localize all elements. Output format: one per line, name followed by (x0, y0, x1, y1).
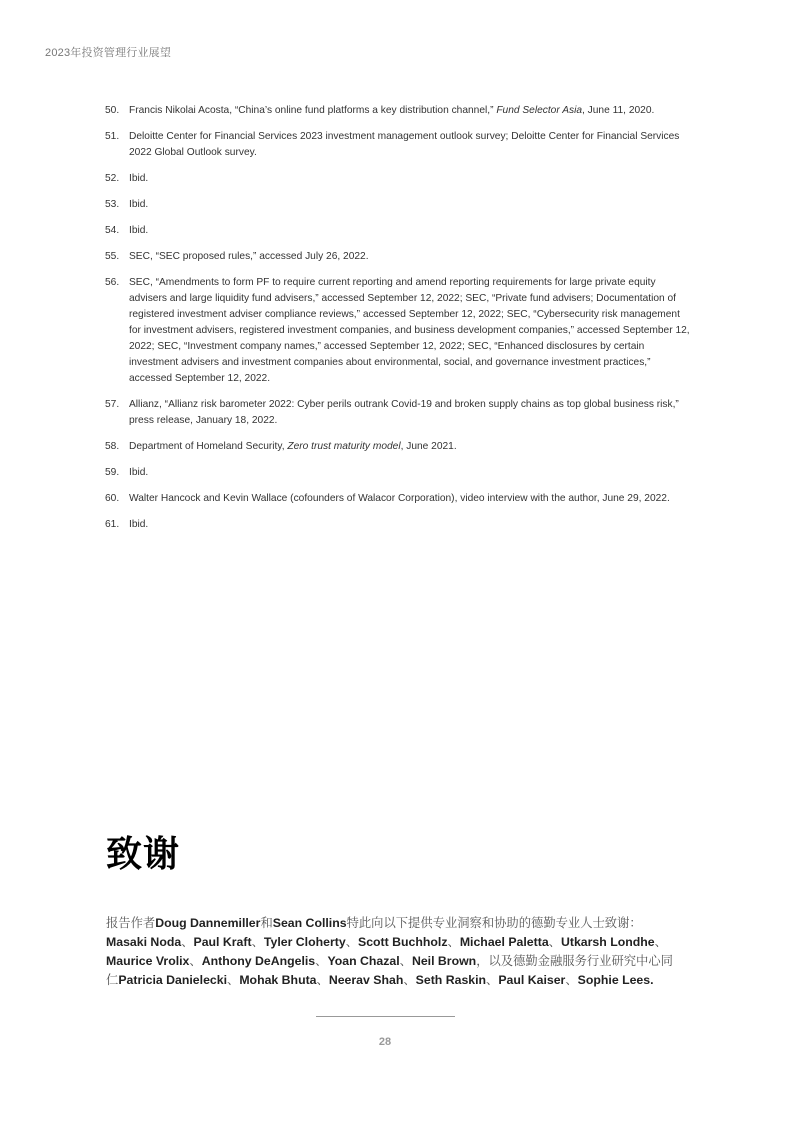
contributor-name: Sophie Lees. (577, 973, 654, 987)
endnote-text (129, 397, 690, 429)
contributor-name: Doug Dannemiller (155, 916, 261, 930)
endnote-text (129, 103, 690, 119)
endnote-text-tail: , June 11, 2020. (582, 105, 655, 116)
endnote-text (129, 129, 690, 161)
endnote-item (105, 397, 690, 429)
contributor-name: Anthony DeAngelis (201, 954, 316, 968)
endnote-item (105, 197, 690, 213)
endnote-text-main: Francis Nikolai Acosta, “China’s online fund platforms a key distribution channel,” (129, 105, 497, 116)
ack-text: 特此向以下提供专业洞察和协助的德勤专业人士致谢： (346, 916, 642, 930)
endnote-item (105, 249, 690, 265)
endnote-text (129, 249, 690, 265)
contributor-name: Neerav Shah (328, 973, 404, 987)
endnote-text-main: Ibid. (129, 199, 149, 210)
endnote-item (105, 491, 690, 507)
endnote-number: 61. (105, 519, 120, 530)
endnote-number: 55. (105, 251, 120, 262)
ack-text: 、 (399, 954, 412, 968)
ack-text: 、 (486, 973, 499, 987)
endnote-item (105, 171, 690, 187)
endnote-number: 51. (105, 131, 120, 142)
ack-text: 、 (403, 973, 416, 987)
endnote-text-main: Ibid. (129, 225, 149, 236)
acknowledgements-heading: 致谢 (106, 834, 181, 875)
ack-text: 、 (251, 935, 264, 949)
endnote-number: 56. (105, 277, 120, 288)
endnotes-list (105, 103, 690, 543)
endnote-text-main: SEC, “Amendments to form PF to require current reporting and amend reporting requirements for large private equity advisers and large liquidity fund advisers,” accessed September 12, 2022; SEC, “Private fund advisers; Documentation of registered investment adviser compliance reviews,” accessed September 12, 2022; SEC, “Cybersecurity risk management for investment advisers, registered investment companies, and business development companies,” accessed September 12, 2022; SEC, “Investment company names,” accessed September 12, 2022; SEC, “Enhanced disclosures by certain investment advisers and investment companies about environmental, social, and governance investment practices,” accessed September 12, 2022. (129, 277, 690, 384)
ack-text: 、 (316, 973, 329, 987)
contributor-name: Sean Collins (272, 916, 347, 930)
contributor-name: Mohak Bhuta (239, 973, 317, 987)
ack-text: 、 (565, 973, 578, 987)
endnote-item (105, 275, 690, 387)
endnote-text (129, 275, 690, 387)
ack-text: 和 (260, 916, 273, 930)
endnote-text-main: SEC, “SEC proposed rules,” accessed July 26, 2022. (129, 251, 369, 262)
contributor-name: Patricia Danielecki (118, 973, 227, 987)
endnote-text-main: Allianz, “Allianz risk barometer 2022: Cyber perils outrank Covid-19 and broken supply chains as top global business risk,” press release, January 18, 2022. (129, 399, 679, 426)
endnote-number: 53. (105, 199, 120, 210)
endnote-text-main: Deloitte Center for Financial Services 2023 investment management outlook survey; Deloitte Center for Financial Services 2022 Global Outlook survey. (129, 131, 680, 158)
contributor-name: Utkarsh Londhe (560, 935, 655, 949)
ack-text: 报告作者 (106, 916, 156, 930)
acknowledgements-paragraph (106, 914, 681, 990)
ack-text: 、 (447, 935, 460, 949)
endnote-item (105, 465, 690, 481)
endnote-text-main: Walter Hancock and Kevin Wallace (cofounders of Walacor Corporation), video interview with the author, June 29, 2022. (129, 493, 670, 504)
endnote-item (105, 129, 690, 161)
ack-text: 、 (315, 954, 328, 968)
endnote-text (129, 465, 690, 481)
ack-text: 、 (654, 935, 667, 949)
contributor-name: Maurice Vrolix (106, 954, 190, 968)
endnote-text-main: Ibid. (129, 173, 149, 184)
contributor-name: Seth Raskin (415, 973, 487, 987)
endnote-text (129, 439, 690, 455)
endnote-text-tail: , June 2021. (400, 441, 457, 452)
contributor-name: Scott Buchholz (358, 935, 448, 949)
endnote-item (105, 517, 690, 533)
endnote-text (129, 197, 690, 213)
contributor-name: Michael Paletta (459, 935, 549, 949)
ack-text: 、 (548, 935, 561, 949)
endnote-text (129, 517, 690, 533)
endnote-number: 57. (105, 399, 120, 410)
contributor-name: Neil Brown (411, 954, 477, 968)
ack-text: 、 (345, 935, 358, 949)
page-number: 28 (378, 1036, 392, 1048)
endnote-text-main: Ibid. (129, 467, 149, 478)
contributor-name: Paul Kaiser (498, 973, 566, 987)
endnote-number: 52. (105, 173, 120, 184)
contributor-name: Tyler Cloherty (263, 935, 346, 949)
report-header-title: 2023年投资管理行业展望 (45, 47, 172, 59)
endnote-text (129, 171, 690, 187)
endnote-item (105, 439, 690, 455)
endnote-item (105, 103, 690, 119)
endnote-number: 60. (105, 493, 120, 504)
contributor-name: Yoan Chazal (327, 954, 400, 968)
endnote-source-title: Fund Selector Asia (496, 105, 583, 116)
endnote-text-main: Ibid. (129, 519, 149, 530)
contributor-name: Masaki Noda (106, 935, 182, 949)
endnote-text (129, 223, 690, 239)
footer-divider (316, 1016, 455, 1017)
endnote-number: 54. (105, 225, 120, 236)
endnote-number: 50. (105, 105, 120, 116)
ack-text: 、 (227, 973, 240, 987)
ack-text: 、 (181, 935, 194, 949)
endnote-number: 59. (105, 467, 120, 478)
endnote-text (129, 491, 690, 507)
endnote-source-title: Zero trust maturity model (287, 441, 401, 452)
contributor-name: Paul Kraft (193, 935, 252, 949)
endnote-item (105, 223, 690, 239)
endnote-number: 58. (105, 441, 120, 452)
endnote-text-main: Department of Homeland Security, (129, 441, 288, 452)
ack-text: ，以及德勤金融服务行业研究中心同仁 (106, 954, 673, 987)
ack-text: 、 (189, 954, 202, 968)
